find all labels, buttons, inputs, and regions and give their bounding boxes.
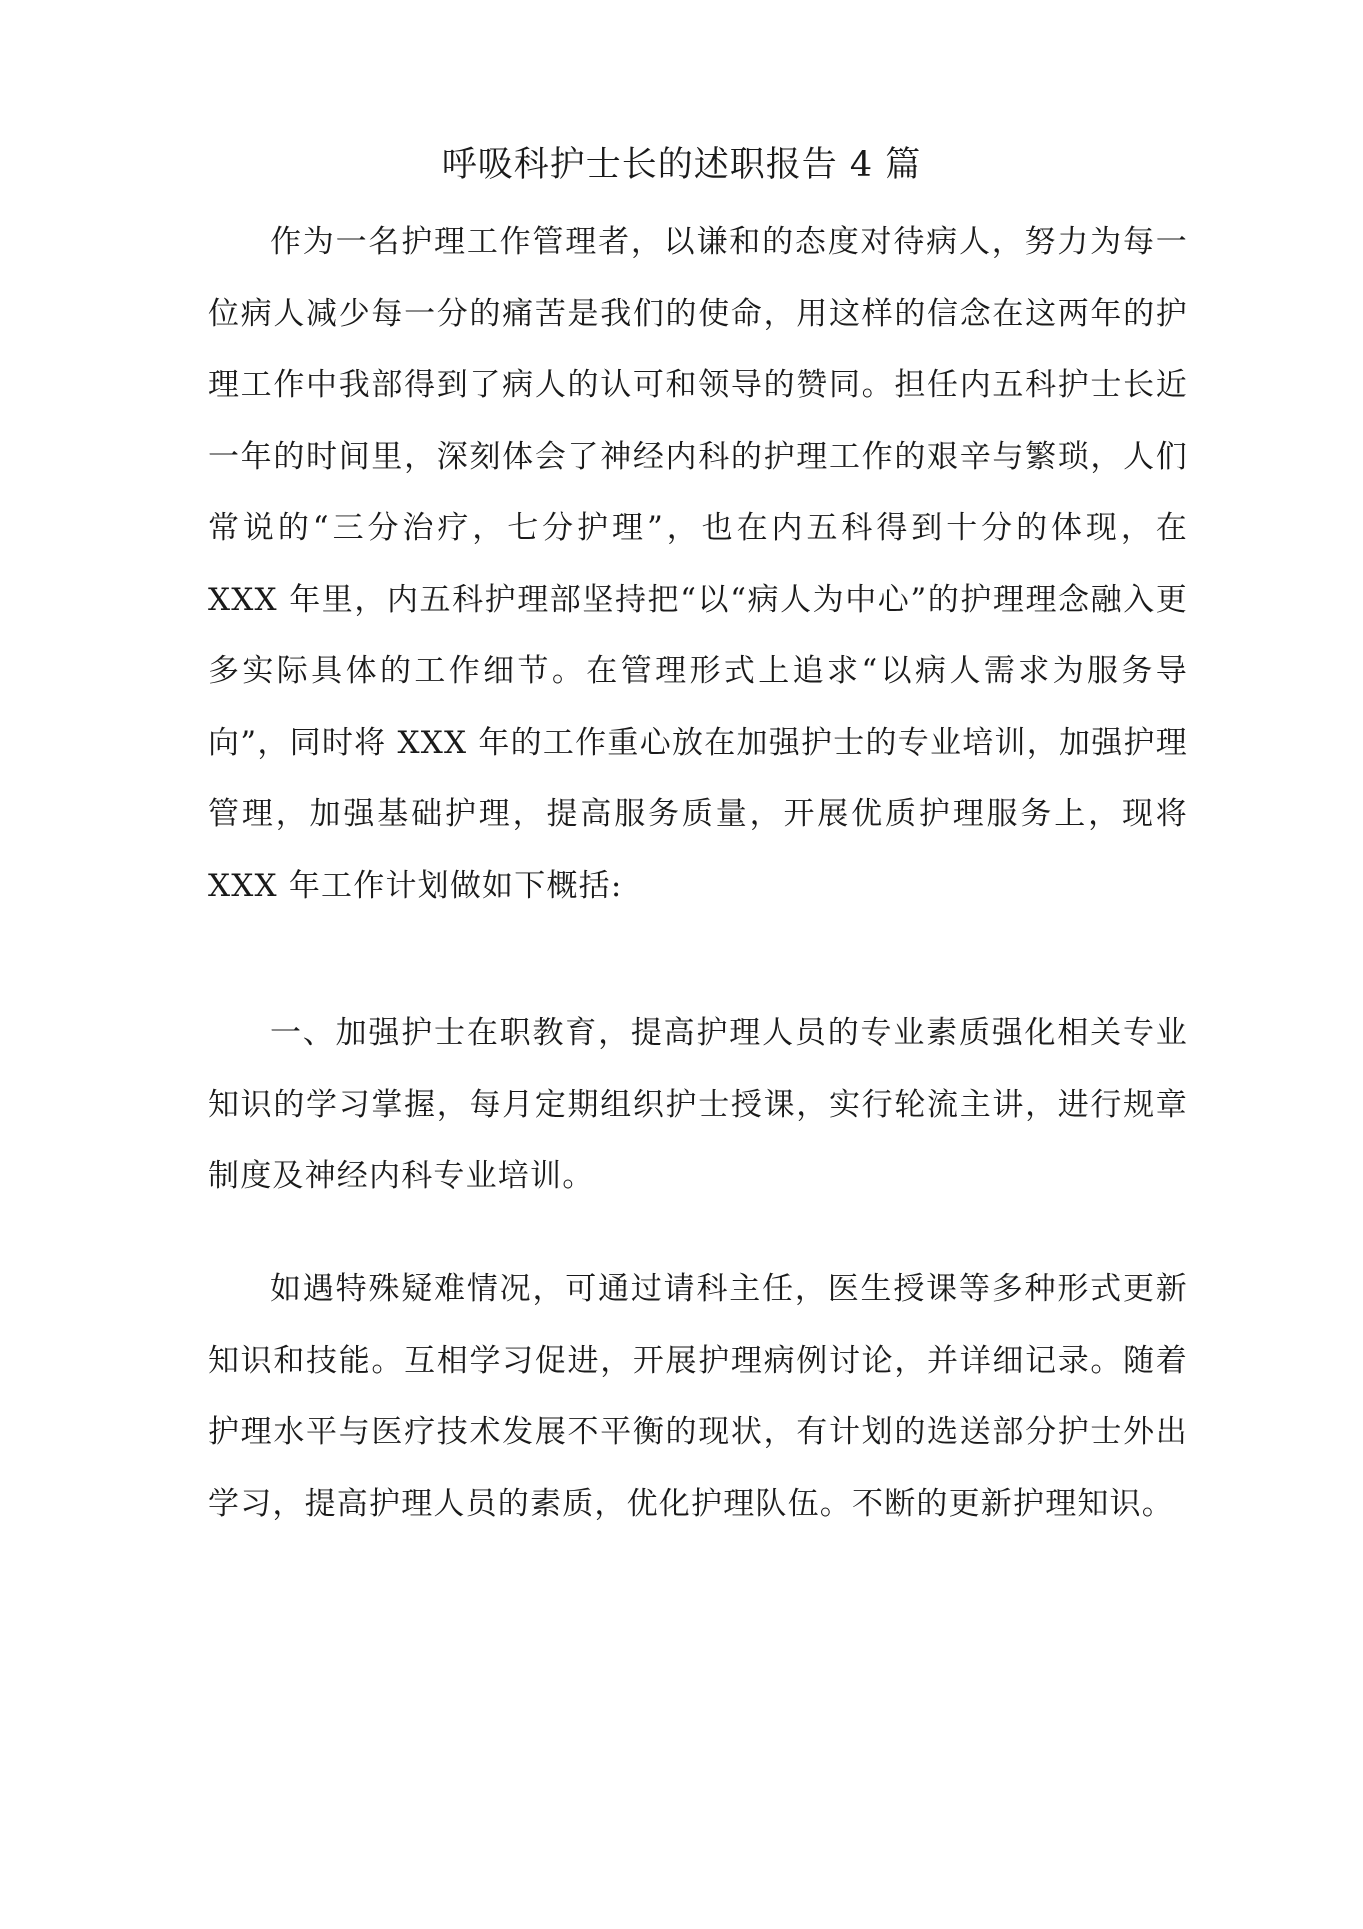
- paragraph-special-cases: 如遇特殊疑难情况，可通过请科主任，医生授课等多种形式更新知识和技能。互相学习促进，开展护理病例讨论，并详细记录。随着护理水平与医疗技术发展不平衡的现状，有计划的选送部分护士外出学习，提高护理人员的素质，优化护理队伍。不断的更新护理知识。: [208, 1271, 1188, 1522]
- paragraph-intro: 作为一名护理工作管理者，以谦和的态度对待病人，努力为每一位病人减少每一分的痛苦是我们的使命，用这样的信念在这两年的护理工作中我部得到了病人的认可和领导的赞同。担任内五科护士长近一年的时间里，深刻体会了神经内科的护理工作的艰辛与繁琐，人们常说的“三分治疗，七分护理”，也在内五科得到十分的体现，在 XXX 年里，内五科护理部坚持把“以“病人为中心”的护理理念融入更多实际具体的工作细节。在管理形式上追求“以病人需求为服务导向”，同时将 XXX 年的工作重心放在加强护士的专业培训，加强护理管理，加强基础护理，提高服务质量，开展优质护理服务上，现将 XXX 年工作计划做如下概括:: [208, 224, 1188, 904]
- document-title: 呼吸科护士长的述职报告 4 篇: [441, 145, 922, 185]
- paragraph-section-one: 一、加强护士在职教育，提高护理人员的专业素质强化相关专业知识的学习掌握，每月定期组织护士授课，实行轮流主讲，进行规章制度及神经内科专业培训。: [208, 1015, 1188, 1194]
